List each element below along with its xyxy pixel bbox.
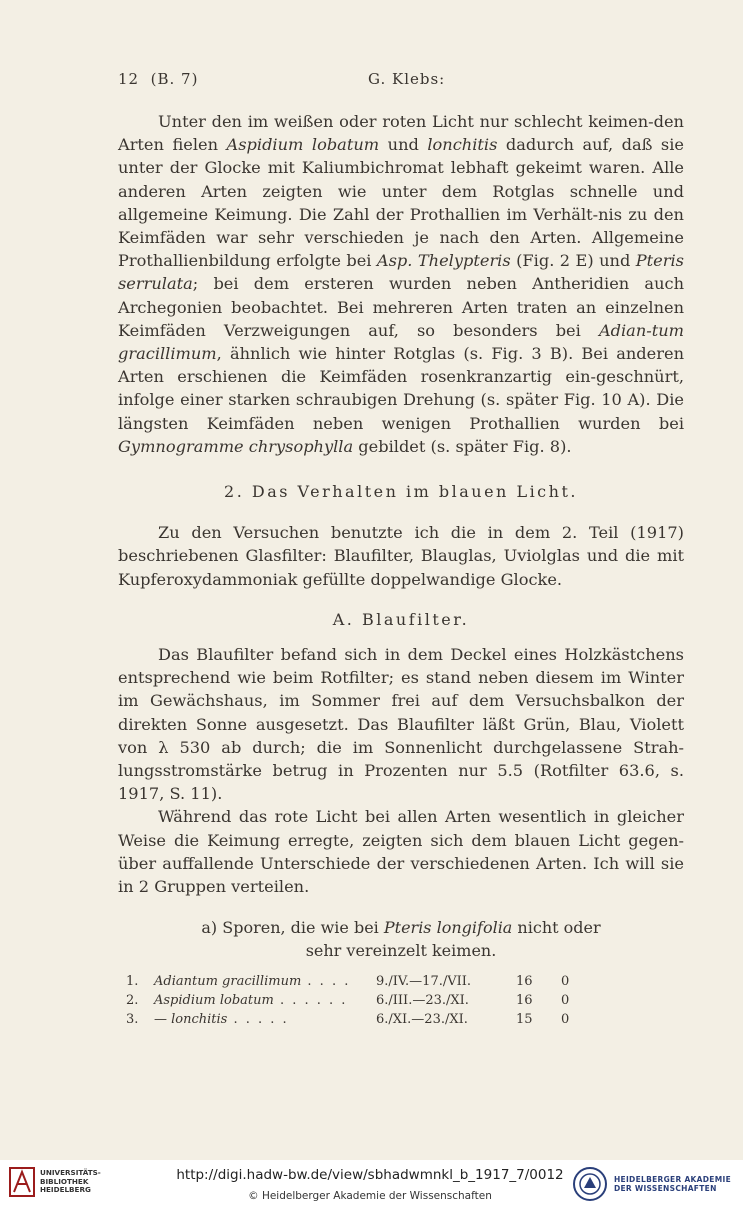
- paragraph-4: Während das rote Licht bei allen Arten wesentlich in gleicher Weise die Keimung erregte, zeigten sich dem blauen Licht gegen-über auffallende Unterschiede der verschiedenen Arten. Ich will sie in 2 Gruppen verteilen.: [118, 807, 684, 897]
- cell-name: Adiantum gracillimum . . . .: [154, 974, 351, 990]
- cell-c2: 0: [561, 974, 570, 990]
- cell-date: 6./III.—23./XI.: [376, 993, 469, 1009]
- cell-c1: 16: [516, 974, 533, 990]
- academy-seal-icon: [572, 1166, 608, 1202]
- cell-num: 3.: [126, 1012, 139, 1028]
- text-run: , ähnlich wie hinter Rotglas (s. Fig. 3 B). Bei anderen Arten erschienen die Keimfäden rosenkranzartig ein-geschnürt, infolge einer starken schraubigen Drehung (s. später Fig. 10 A). Die längsten Keimfäden neben wenigen Prothallien wurden bei: [118, 344, 684, 433]
- cell-date: 9./IV.—17./VII.: [376, 974, 472, 990]
- text-run: und: [379, 135, 428, 155]
- cell-c2: 0: [561, 1012, 570, 1028]
- cell-date: 6./XI.—23./XI.: [376, 1012, 468, 1028]
- cell-c2: 0: [561, 993, 570, 1009]
- footer-bar: [0, 1160, 743, 1209]
- cell-name: Aspidium lobatum . . . . . .: [154, 993, 348, 1009]
- italic-species-name: lonchitis: [427, 135, 498, 155]
- page-number: 12 (B. 7): [118, 70, 199, 88]
- cell-name: — lonchitis . . . . .: [154, 1012, 289, 1028]
- running-author: G. Klebs:: [368, 70, 446, 88]
- library-emblem-icon: [8, 1166, 36, 1198]
- permalink-url[interactable]: http://digi.hadw-bw.de/view/sbhadwmnkl_b_1917_7/0012: [176, 1167, 564, 1183]
- text-run: (Fig. 2 E) und: [510, 251, 636, 271]
- cell-num: 2.: [126, 993, 139, 1009]
- paragraph-1: [118, 110, 684, 458]
- copyright-notice: © Heidelberger Akademie der Wissenschaften: [248, 1190, 492, 1202]
- table-row: [126, 972, 581, 991]
- cell-num: 1.: [126, 974, 139, 990]
- italic-species-name: Gymnogramme chrysophylla: [118, 436, 354, 456]
- section-heading-a: A. Blaufilter.: [332, 609, 470, 629]
- species-table: [126, 972, 581, 1029]
- cell-c1: 15: [516, 1012, 533, 1028]
- italic-species-name: Aspidium lobatum: [226, 135, 380, 155]
- running-header: [118, 70, 683, 88]
- section-heading-2: 2. Das Verhalten im blauen Licht.: [224, 482, 578, 502]
- italic-species-name: Pteris serrulata: [118, 251, 684, 294]
- text-run: Unter den im weißen oder roten Licht nur schlecht keimen-den Arten fielen: [118, 112, 684, 155]
- paragraph-2: Zu den Versuchen benutzte ich die in dem 2. Teil (1917) beschriebenen Glasfilter: Blaufilter, Blauglas, Uviolglas und die mit Kupferoxydammoniak gefüllte doppelwandige Glocke.: [118, 523, 684, 589]
- italic-species-name: Adian-tum gracillimum: [118, 320, 684, 364]
- group-heading-a: a) Sporen, die wie bei Pteris longifolia nicht oder sehr vereinzelt keimen.: [201, 918, 601, 961]
- table-row: [126, 1010, 581, 1029]
- main-text: [118, 110, 684, 1029]
- paragraph-3: Das Blaufilter befand sich in dem Deckel eines Holzkästchens entsprechend wie beim Rotfilter; es stand neben diesem im Winter im Gewächshaus, im Sommer frei auf dem Versuchsbalkon der direkten Sonne ausgesetzt. Das Blaufilter läßt Grün, Blau, Violett von λ 530 ab durch; die im Sonnenlicht durchgelassene Strah-lungsstromstärke betrug in Prozenten nur 5.5 (Rotfilter 63.6, s. 1917, S. 11).: [118, 645, 684, 804]
- cell-c1: 16: [516, 993, 533, 1009]
- italic-species-name: Asp. Thelypteris: [376, 251, 511, 271]
- text-run: ; bei dem ersteren wurden neben Antheridien auch Archegonien beobachtet. Bei mehreren Arten traten an einzelnen Keimfäden Verzweigungen auf, so besonders bei: [118, 274, 684, 340]
- table-row: [126, 991, 581, 1010]
- text-run: gebildet (s. später Fig. 8).: [353, 436, 572, 456]
- academy-logo[interactable]: HEIDELBERGER AKADEMIE DER WISSENSCHAFTEN: [572, 1166, 731, 1202]
- university-library-logo[interactable]: UNIVERSITÄTS- BIBLIOTHEK HEIDELBERG: [8, 1166, 101, 1198]
- text-run: dadurch auf, daß sie unter der Glocke mit Kaliumbichromat lebhaft gekeimt waren. Alle anderen Arten zeigten wie unter dem Rotglas schnelle und allgemeine Keimung. Die Zahl der Prothallien im Verhält-nis zu den Keimfäden war sehr verschieden je nach den Arten. Allgemeine Prothallienbildung erfolgte bei: [118, 135, 685, 271]
